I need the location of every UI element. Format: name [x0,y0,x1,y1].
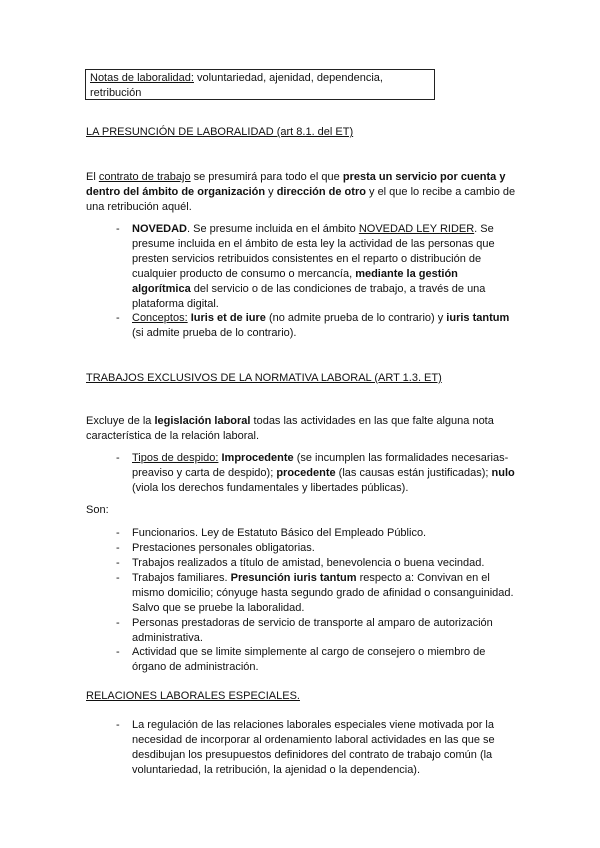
bullet-dash: - [116,557,120,569]
notes-text: voluntariedad, ajenidad, dependencia, retribución [90,72,383,99]
bullet-dash: - [116,617,120,629]
notes-box [85,69,435,100]
notes-label: Notas de laboralidad: [90,72,194,84]
presuncion-paragraph: El contrato de trabajo se presumirá para todo el que presta un servicio por cuenta y dentro del ámbito de organización y dirección de otro y el que lo recibe a cambio de una retribución aquél. [86,171,516,213]
bullet-conceptos: - Conceptos: Iuris et de iure (no admite prueba de lo contrario) y iuris tantum (si admite prueba de lo contrario). [116,312,510,339]
bullet-dash: - [116,572,120,584]
section-heading-presuncion: LA PRESUNCIÓN DE LABORALIDAD (art 8.1. del ET) [86,126,354,138]
list-item-consejero: - Actividad que se limite simplemente al cargo de consejero o miembro de órgano de administración. [116,646,486,673]
list-item: - Funcionarios. Ley de Estatuto Básico del Empleado Público. [116,527,427,539]
bullet-dash: - [116,646,120,658]
section-heading-relaciones-especiales: RELACIONES LABORALES ESPECIALES. [86,690,300,702]
list-item: - Prestaciones personales obligatorias. [116,542,315,554]
list-item: - Trabajos realizados a título de amistad, benevolencia o buena vecindad. [116,557,485,569]
bullet-relaciones-especiales: - La regulación de las relaciones laborales especiales viene motivada por la necesidad de incorporar al ordenamiento laboral actividades en las que se desdibujan los presupuestos definidores del contrato de trabajo común (la voluntariedad, la retribución, la ajenidad o la dependencia). [116,719,495,776]
list-item-trabajos-familiares: - Trabajos familiares. Presunción iuris tantum respecto a: Convivan en el mismo domicilio; cónyuge hasta segundo grado de afinidad o consanguinidad. Salvo que se pruebe la laboralidad. [116,572,514,614]
bullet-dash: - [116,312,120,324]
list-item-transporte: - Personas prestadoras de servicio de transporte al amparo de autorización administrativa. [116,617,493,644]
bullet-tipos-despido: - Tipos de despido: Improcedente (se incumplen las formalidades necesarias- preaviso y carta de despido); procedente (las causas están justificadas); nulo (viola los derechos fundamentales y libertades públicas). [116,452,515,494]
bullet-dash: - [116,452,120,464]
section-heading-trabajos-exclusivos: TRABAJOS EXCLUSIVOS DE LA NORMATIVA LABORAL (ART 1.3. ET) [86,372,442,384]
bullet-dash: - [116,719,120,731]
son-label: Son: [86,504,109,516]
bullet-dash: - [116,223,120,235]
bullet-dash: - [116,527,120,539]
bullet-novedad: - NOVEDAD. Se presume incluida en el ámbito NOVEDAD LEY RIDER. Se presume incluida en el ámbito de esta ley la actividad de las personas que presten servicios retribuidos consistentes en el reparto o distribución de cualquier producto de consumo o mercancía, mediante la gestión algorítmica del servicio o de las condiciones de trabajo, a través de una plataforma digital. [116,223,495,310]
excluye-paragraph: Excluye de la legislación laboral todas las actividades en las que falte alguna nota característica de la relación laboral. [86,415,494,442]
bullet-dash: - [116,542,120,554]
contrato-link-text: contrato de trabajo [98,171,191,183]
